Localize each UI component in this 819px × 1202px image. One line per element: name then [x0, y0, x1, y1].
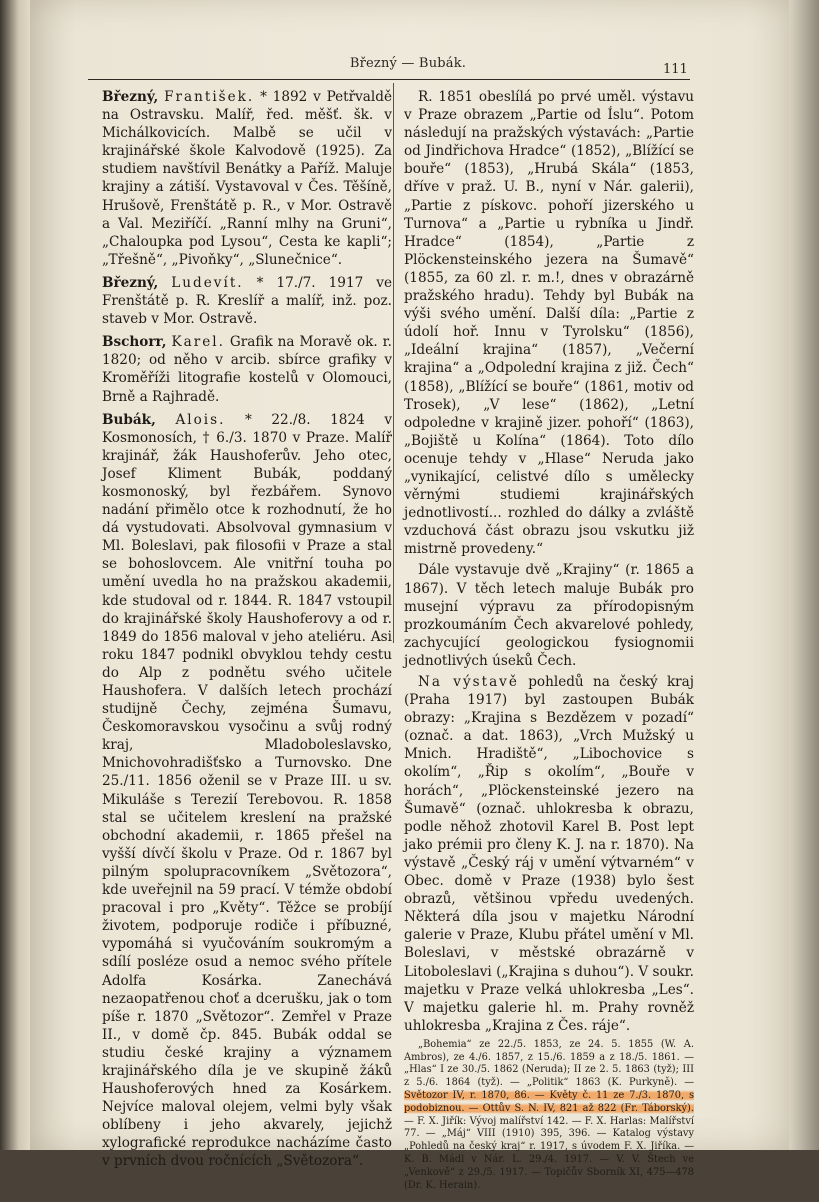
references-part-b: — F. X. Jiřík: Vývoj malířství 142. — F. X. Harlas: Malířství 77. — „Máj“ VIII (1910) 395, 396. — Katalog výstavy „Pohledů na český kraj“ r. 1917, s úvodem F. X. Jiříka. — K. B. Mádl v Nár. L. 29./4. 1917. — V. V. Štech ve „Venkově“ z 29./5. 1917. — Topičův Sborník XI, 475—478 (Dr. K. Herain). — [404, 1115, 694, 1191]
entry-bschorr-karel — [102, 333, 392, 405]
paragraph-text: pohledů na český kraj (Praha 1917) byl zastoupen Bubák obrazy: „Krajina s Bezdězem v pozadí“ (označ. a dat. 1863), „Vrch Mužský u Mnich. Hradiště“, „Libochovice s okolím“, „Řip s okolím“, „Bouře v horách“, „Plöckensteinské jezero na Šumavě“ (označ. uhlokresba k obrazu, podle něhož zhotovil Karel B. Post lept jako prémii pro členy K. J. na r. 1870). Na výstavě „Český ráj v umění výtvarném“ v Obec. domě v Praze (1938) bylo šest obrazů, většinou vpředu uvedených. Některá díla jsou v majetku Národní galerie v Praze, Klubu přátel umění v Ml. Boleslavi, v městské obrazárně v Litoboleslavi („Krajina s duhou“). V soukr. majetku v Praze velká uhlokresba „Les“. V majetku galerie hl. m. Prahy rovněž uhlokresba „Krajina z Čes. ráje“. — [404, 674, 694, 1034]
book-page — [30, 0, 794, 1191]
entry-body: * 17./7. 1917 ve Frenštátě p. R. Kreslíř a malíř, inž. poz. staveb v Mor. Ostravě. — [102, 274, 392, 328]
bibliography-references — [404, 1039, 694, 1193]
book-left-edge — [0, 0, 34, 1150]
column-divider — [393, 83, 394, 643]
entry-given-name: Ludevít. — [171, 274, 244, 291]
header-rule — [88, 79, 690, 80]
paragraph-exhibition-1917 — [404, 673, 694, 1035]
highlighted-reference: Světozor IV, r. 1870, 86. — Květy č. 11 ze 7./3. 1870, s podobiznou. — Ottův S. N. IV, 821 až 822 (Fr. Táborský). — [404, 1090, 694, 1114]
left-column — [102, 88, 392, 1176]
entry-headword: Bschorr, — [102, 334, 167, 351]
running-title: Březný — Bubák. — [349, 56, 467, 71]
page-header — [88, 52, 688, 82]
book-right-edge — [789, 0, 819, 1150]
spaced-phrase: Na výstavě — [418, 674, 519, 690]
entry-given-name: Karel. — [171, 334, 225, 351]
entry-body: * 22./8. 1824 v Kosmonosích, † 6./3. 1870 v Praze. Malíř krajinář, žák Haushoferův. Jeho otec, Josef Kliment Bubák, poddaný kosmonoský, byl řezbářem. Synovo nadání přimělo otce k rozhodnutí, že ho dá vystudovati. Absolvoval gymnasium v Ml. Boleslavi, pak filosofii v Praze a stal se bohoslovcem. Ale vnitřní touha po umění uvedla ho na pražskou akademii, kde studoval od r. 1844. R. 1847 vstoupil do krajinářské školy Haushoferovy a od r. 1849 do 1856 maloval v jeho ateliéru. Asi roku 1847 podnikl obvyklou tehdy cestu do Alp z podnětu svého učitele Haushofera. V dalších letech prochází studijně Čechy, zejména Šumavu, Českomoravskou vysočinu a svůj rodný kraj, Mladoboleslavsko, Mnichovohradišťsko a Turnovsko. Dne 25./11. 1856 oženil se v Praze III. u sv. Mikuláše s Terezií Terebovou. R. 1858 stal se učitelem kreslení na pražské obchodní akademii, r. 1865 přešel na vyšší dívčí školu v Praze. Od r. 1867 byl pilným spolupracovníkem „Světozora“, kde uveřejnil na 59 prací. V témže období pracoval i pro „Květy“. Těžce se probíjí životem, podporuje rodiče i příbuzné, vypomáhá si vyučováním soukromým a sdílí posléze osud a nemoc svého přítele Adolfa Kosárka. Zanechává nezaopatřenou choť a dcerušku, jak o tom píše r. 1870 „Světozor“. Zemřel v Praze II., v domě čp. 845. Bubák oddal se studiu české krajiny a významem krajinářského díla je ve skupině žáků Haushoferových hned za Kosárkem. Nejvíce maloval olejem, velmi byly však oblíbeny i jeho akvarely, jejichž xylografické reprodukce nacházíme často v prvních dvou ročnících „Světozora“. — [102, 411, 392, 1170]
entry-given-name: František. — [164, 89, 255, 105]
entry-bubak-alois — [102, 411, 392, 1171]
entry-headword: Bubák, — [102, 411, 156, 428]
entry-brezny-ludevit — [102, 274, 392, 328]
paragraph-landscapes: Dále vystavuje dvě „Krajiny“ (r. 1865 a 1867). V těch letech maluje Bubák pro musejní výpravu za přírodopisným prozkoumáním Čech akvarelové pohledy, zachycující geologickou fysiognomii jednotlivých úseků Čech. — [404, 562, 694, 669]
entry-body: Grafik na Moravě ok. r. 1820; od něho v arcib. sbírce grafiky v Kroměříži litografie kostelů v Olomouci, Brně a Rajhradě. — [102, 334, 392, 405]
entry-headword: Březný, — [102, 274, 159, 291]
paragraph-exhibitions: R. 1851 obeslílá po prvé uměl. výstavu v Praze obrazem „Partie od Íslu“. Potom následují na pražských výstavách: „Partie od Jindřichova Hradce“ (1852), „Blížící se bouře“ (1853), „Hrubá Skála“ (1853, dříve v praž. U. B., nyní v Nár. galerii), „Partie z pískovc. pohoří jizerského u Turnova“ a „Partie u rybníka u Jindř. Hradce“ (1854), „Partie z Plöckensteinského jezera na Šumavě“ (1855, za 60 zl. r. m.!, dnes v obrazárně pražského hradu). Tehdy byl Bubák na výši svého umění. Další díla: „Partie z údolí hoř. Innu v Tyrolsku“ (1856), „Ideální krajina“ (1857), „Večerní krajina“ a „Odpolední krajina z již. Čech“ (1858), „Blížící se bouře“ (1861, motiv od Trosek), „V lese“ (1862), „Letní odpoledne v krajině jizer. pohoří“ (1863), „Bojiště u Kolína“ (1864). Toto dílo ocenuje tehdy v „Hlase“ Neruda jako „vynikající, celistvé dílo s umělecky věrnými studiemi krajinářských jednotlivostí... rozhled do dálky a zvláště vzduchová část obrazu jsou vskutku již mistrně provedeny.“ — [404, 89, 694, 558]
right-column — [404, 88, 694, 1202]
references-part-a: „Bohemia“ ze 22./5. 1853, ze 24. 5. 1855 (W. A. Ambros), ze 4./6. 1857, z 15./6. 1859 a z 18./5. 1861. — „Hlas“ I ze 30./5. 1862 (Neruda); II ze 2. 5. 1863 (tyž); III z 5./6. 1864 (tyž). — „Politik“ 1863 (K. Purkyně). — — [404, 1038, 694, 1089]
entry-headword: Březný, — [102, 89, 159, 105]
entry-given-name: Alois. — [175, 411, 226, 428]
entry-brezny-frantisek — [102, 88, 392, 269]
entry-body: * 1892 v Petřvaldě na Ostravsku. Malíř, řed. měšť. šk. v Michálkovicích. Malbě se učil v krajinářské škole Kalvodově (1925). Za studiem navštívil Benátky a Paříž. Maluje krajiny a zátiší. Vystavoval v Čes. Těšíně, Hrušově, Frenštátě p. R., v Mor. Ostravě a Val. Meziříčí. „Ranní mlhy na Gruni“, „Chaloupka pod Lysou“, Cesta ke kapli“; „Třešně“, „Pivoňky“, „Slunečnice“. — [102, 89, 393, 268]
page-number: 111 — [663, 62, 688, 77]
